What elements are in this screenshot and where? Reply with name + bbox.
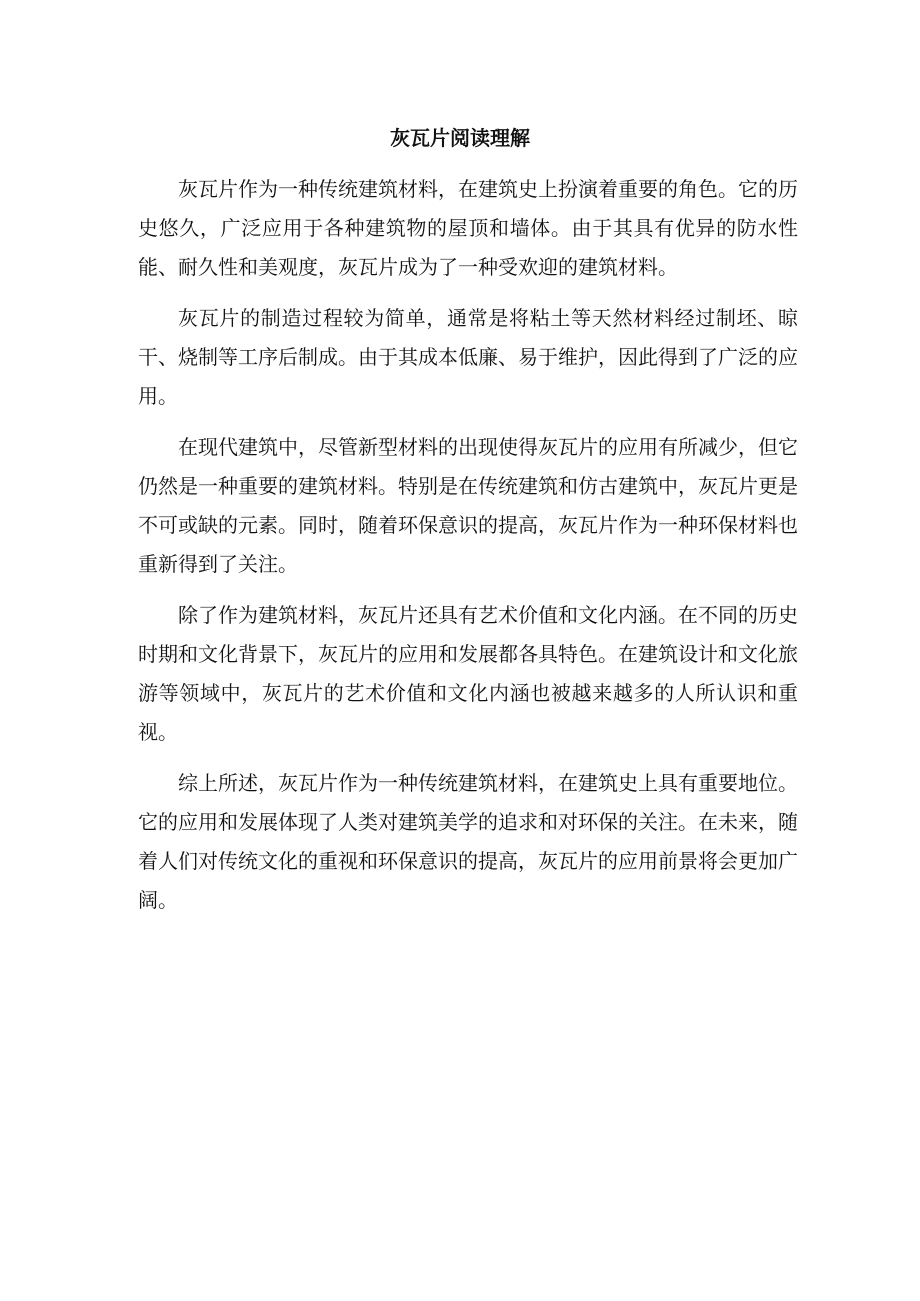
paragraph-1: 灰瓦片作为一种传统建筑材料，在建筑史上扮演着重要的角色。它的历史悠久，广泛应用于各种建筑物的屋顶和墙体。由于其具有优异的防水性能、耐久性和美观度，灰瓦片成为了一种受欢迎的建筑材料。 <box>138 177 798 279</box>
paragraph-2: 灰瓦片的制造过程较为简单，通常是将粘土等天然材料经过制坯、晾干、烧制等工序后制成。由于其成本低廉、易于维护，因此得到了广泛的应用。 <box>138 306 798 408</box>
paragraph-5: 综上所述，灰瓦片作为一种传统建筑材料，在建筑史上具有重要地位。它的应用和发展体现了人类对建筑美学的追求和对环保的关注。在未来，随着人们对传统文化的重视和环保意识的提高，灰瓦片的应用前景将会更加广阔。 <box>138 771 798 912</box>
document-title: 灰瓦片阅读理解 <box>390 126 530 150</box>
paragraph-3: 在现代建筑中，尽管新型材料的出现使得灰瓦片的应用有所减少，但它仍然是一种重要的建筑材料。特别是在传统建筑和仿古建筑中，灰瓦片更是不可或缺的元素。同时，随着环保意识的提高，灰瓦片作为一种环保材料也重新得到了关注。 <box>138 435 798 576</box>
document-body <box>138 170 798 932</box>
paragraph-4: 除了作为建筑材料，灰瓦片还具有艺术价值和文化内涵。在不同的历史时期和文化背景下，灰瓦片的应用和发展都各具特色。在建筑设计和文化旅游等领域中，灰瓦片的艺术价值和文化内涵也被越来越多的人所认识和重视。 <box>138 603 798 744</box>
